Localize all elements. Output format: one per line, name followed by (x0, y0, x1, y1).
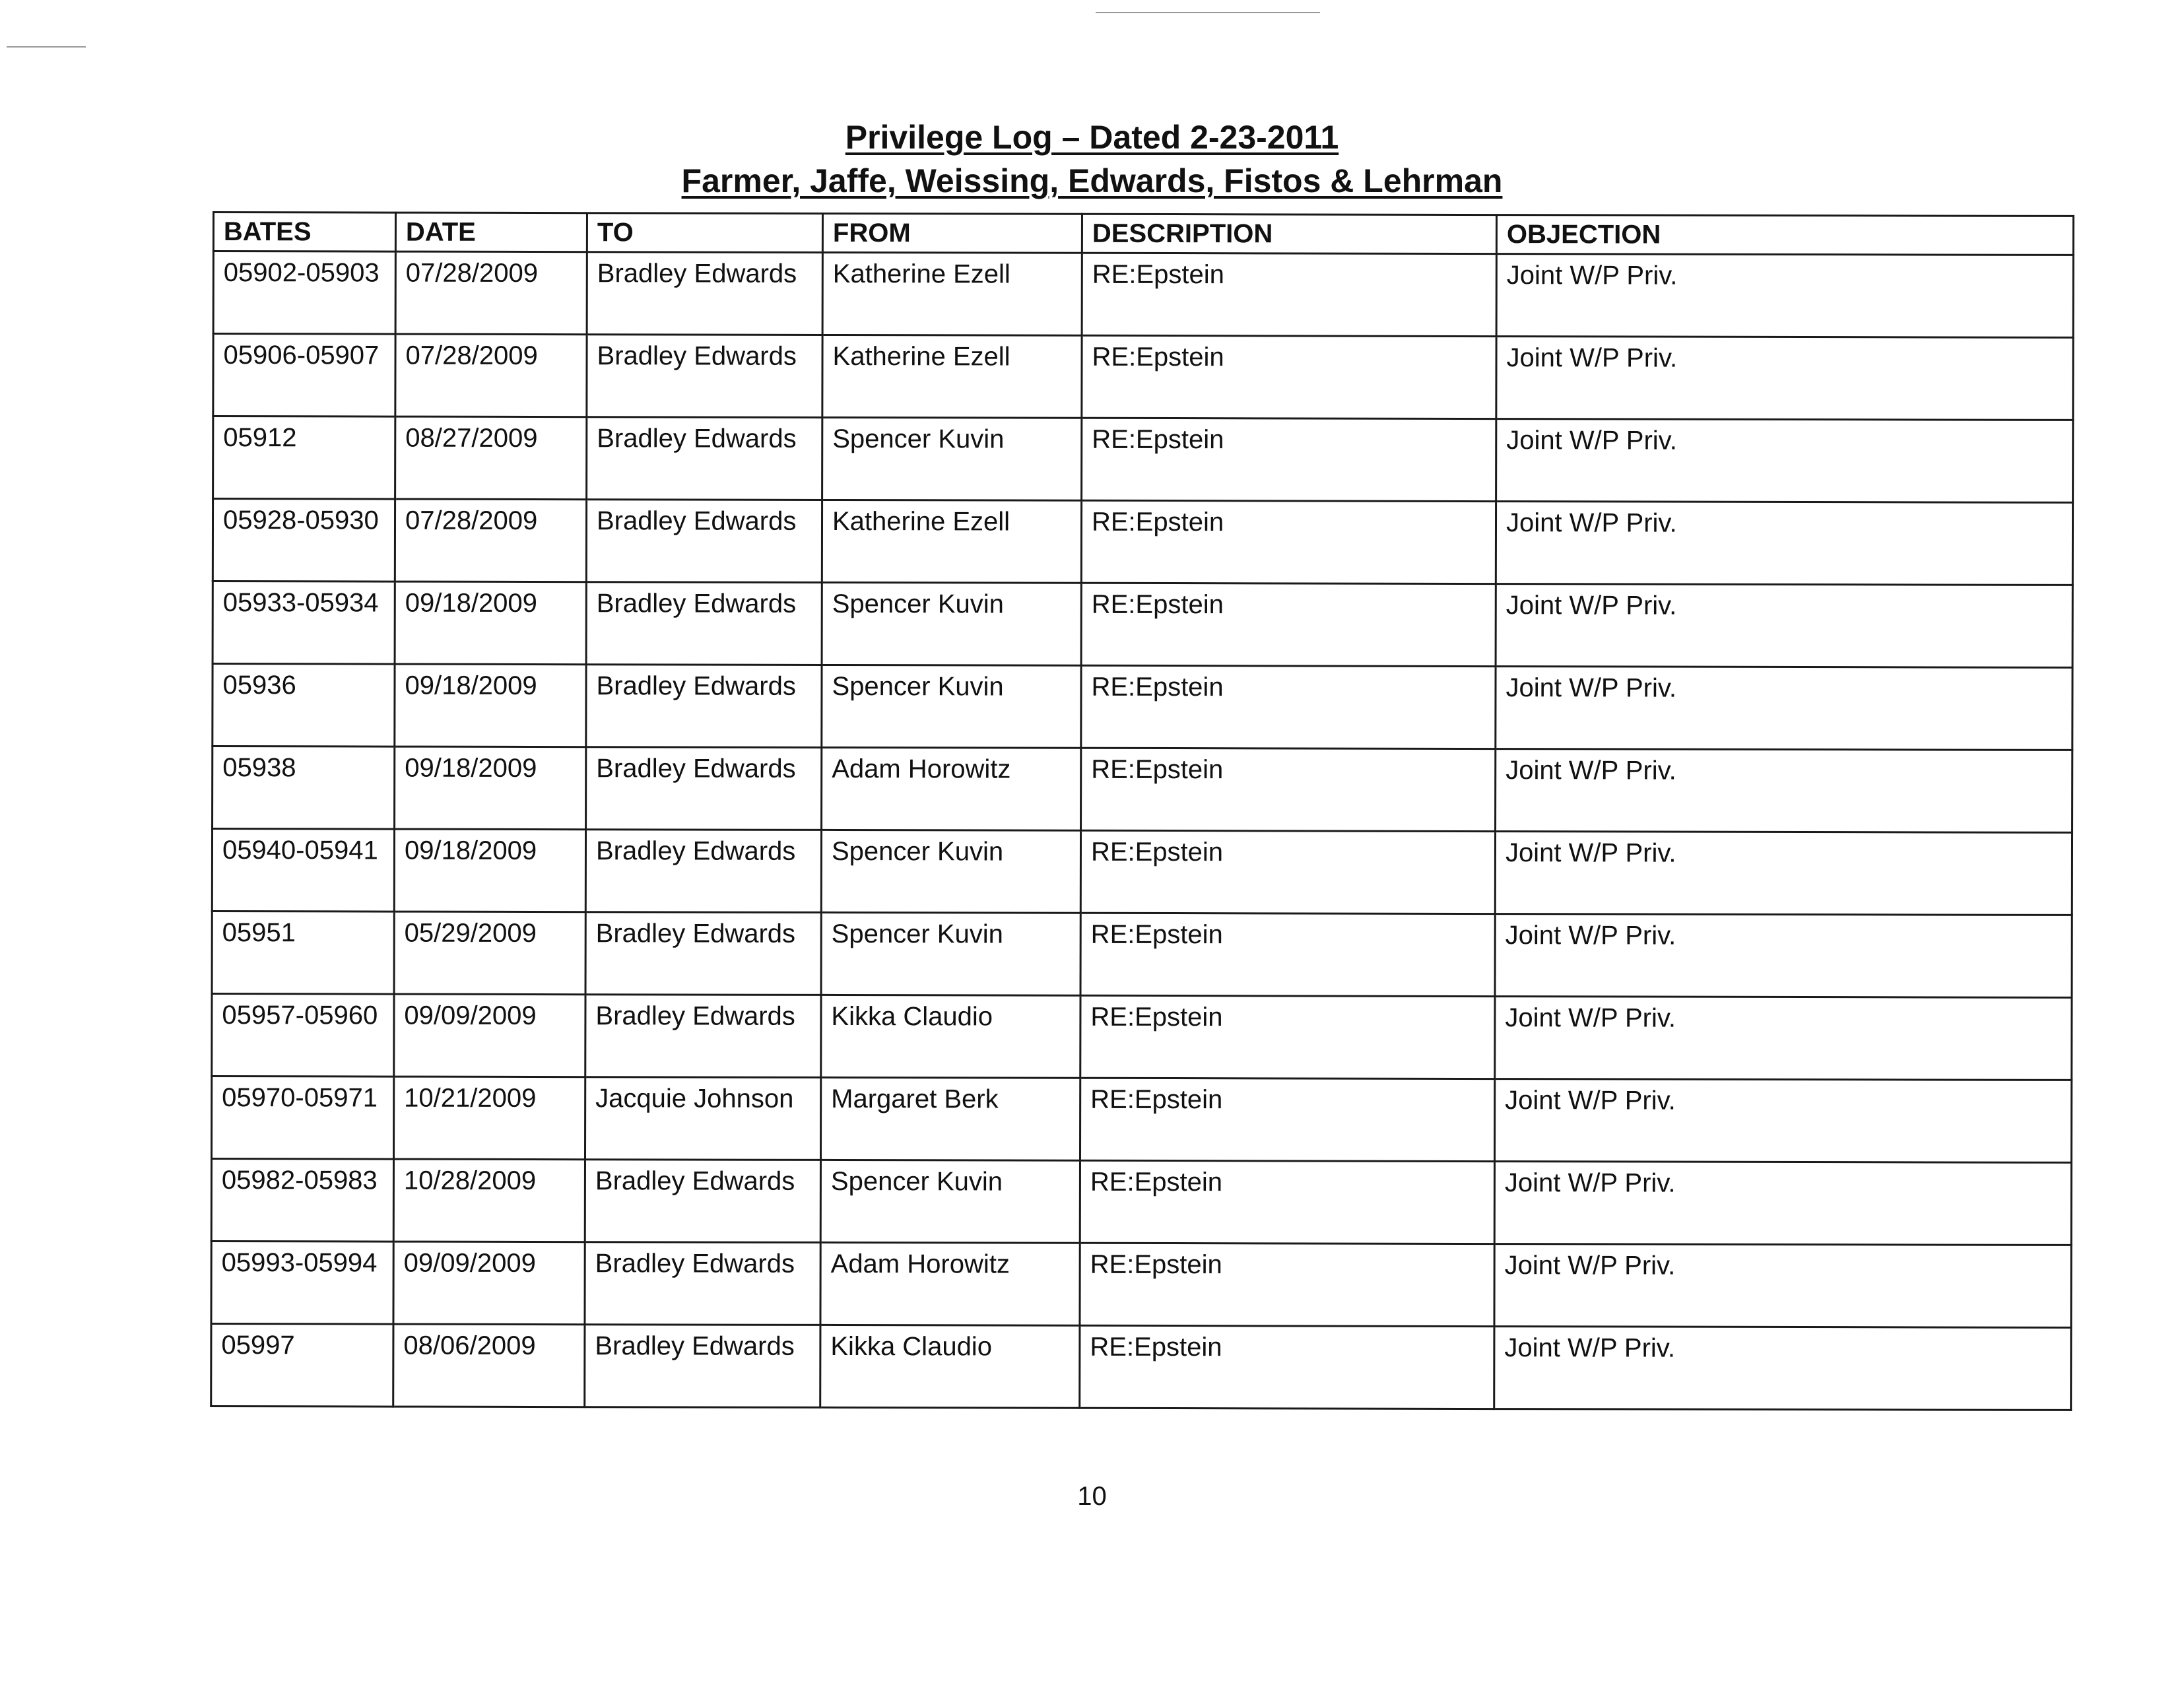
column-header-bates: BATES (213, 213, 395, 252)
scan-artifact (1096, 12, 1320, 13)
cell-from: Margaret Berk (820, 1077, 1080, 1160)
cell-description: RE:Epstein (1081, 748, 1496, 831)
cell-to: Bradley Edwards (585, 1325, 820, 1408)
cell-to: Bradley Edwards (585, 1160, 820, 1243)
cell-bates: 05902-05903 (213, 251, 395, 335)
cell-objection: Joint W/P Priv. (1496, 419, 2073, 503)
cell-bates: 05933-05934 (213, 581, 395, 665)
cell-objection: Joint W/P Priv. (1494, 1162, 2071, 1245)
table-row (212, 912, 2072, 998)
cell-description: RE:Epstein (1080, 1243, 1494, 1326)
cell-to: Jacquie Johnson (585, 1077, 820, 1160)
table-row (211, 1077, 2071, 1163)
cell-objection: Joint W/P Priv. (1494, 1327, 2071, 1410)
cell-from: Katherine Ezell (822, 252, 1082, 335)
cell-objection: Joint W/P Priv. (1496, 667, 2072, 750)
column-header-description: DESCRIPTION (1082, 214, 1496, 253)
cell-objection: Joint W/P Priv. (1496, 749, 2072, 833)
cell-to: Bradley Edwards (587, 335, 822, 418)
table-row (213, 664, 2072, 750)
cell-from: Spencer Kuvin (821, 912, 1080, 995)
cell-bates: 05928-05930 (213, 499, 395, 582)
cell-date: 07/28/2009 (395, 499, 586, 582)
cell-from: Spencer Kuvin (822, 582, 1081, 665)
cell-date: 05/29/2009 (394, 912, 585, 995)
cell-description: RE:Epstein (1082, 418, 1496, 501)
cell-bates: 05951 (212, 912, 394, 995)
table-header-row (213, 213, 2073, 255)
cell-to: Bradley Edwards (585, 912, 821, 995)
cell-date: 09/18/2009 (394, 829, 585, 912)
cell-to: Bradley Edwards (586, 665, 822, 748)
cell-from: Spencer Kuvin (821, 830, 1080, 913)
cell-objection: Joint W/P Priv. (1496, 337, 2073, 420)
cell-date: 09/18/2009 (395, 746, 586, 830)
cell-from: Adam Horowitz (822, 747, 1081, 830)
cell-date: 09/09/2009 (393, 1242, 585, 1325)
privilege-log-table (210, 211, 2074, 1411)
cell-from: Adam Horowitz (820, 1242, 1080, 1325)
cell-bates: 05982-05983 (211, 1159, 393, 1242)
cell-from: Spencer Kuvin (822, 417, 1082, 500)
cell-date: 09/18/2009 (395, 664, 586, 747)
column-header-objection: OBJECTION (1496, 215, 2073, 255)
cell-description: RE:Epstein (1080, 1078, 1494, 1161)
table-row (213, 581, 2072, 668)
cell-date: 10/28/2009 (393, 1159, 585, 1242)
cell-from: Katherine Ezell (822, 500, 1081, 583)
cell-description: RE:Epstein (1080, 1160, 1494, 1243)
cell-to: Bradley Edwards (585, 830, 821, 913)
cell-bates: 05906-05907 (213, 334, 395, 417)
cell-to: Bradley Edwards (587, 252, 822, 335)
cell-date: 09/18/2009 (395, 581, 586, 665)
table-row (212, 994, 2072, 1080)
table-row (213, 251, 2073, 338)
cell-from: Spencer Kuvin (820, 1160, 1080, 1243)
table-row (213, 499, 2072, 585)
cell-objection: Joint W/P Priv. (1494, 1079, 2071, 1163)
cell-description: RE:Epstein (1081, 665, 1496, 748)
cell-to: Bradley Edwards (585, 1242, 820, 1325)
cell-description: RE:Epstein (1082, 253, 1496, 336)
cell-bates: 05912 (213, 416, 395, 500)
cell-from: Spencer Kuvin (822, 665, 1081, 748)
cell-from: Katherine Ezell (822, 335, 1082, 418)
cell-date: 09/09/2009 (394, 994, 585, 1077)
cell-bates: 05993-05994 (211, 1241, 393, 1324)
page-number: 10 (1077, 1482, 1107, 1511)
cell-date: 07/28/2009 (395, 334, 587, 417)
cell-objection: Joint W/P Priv. (1496, 254, 2073, 338)
cell-objection: Joint W/P Priv. (1496, 584, 2072, 668)
title-block (0, 116, 2184, 203)
column-header-to: TO (587, 213, 822, 253)
document-subtitle: Farmer, Jaffe, Weissing, Edwards, Fistos & Lehrman (681, 162, 1503, 199)
column-header-date: DATE (395, 213, 587, 252)
cell-date: 10/21/2009 (393, 1077, 585, 1160)
cell-objection: Joint W/P Priv. (1496, 502, 2072, 585)
cell-bates: 05936 (213, 664, 395, 747)
cell-description: RE:Epstein (1080, 913, 1495, 996)
cell-date: 07/28/2009 (395, 251, 587, 335)
cell-bates: 05938 (213, 746, 395, 830)
column-header-from: FROM (822, 213, 1082, 253)
cell-bates: 05997 (211, 1323, 393, 1407)
cell-objection: Joint W/P Priv. (1495, 832, 2072, 915)
cell-to: Bradley Edwards (585, 995, 821, 1078)
cell-bates: 05940-05941 (212, 829, 394, 912)
scan-artifact (7, 46, 86, 48)
cell-from: Kikka Claudio (820, 1325, 1080, 1408)
cell-bates: 05970-05971 (211, 1077, 393, 1160)
cell-date: 08/06/2009 (393, 1324, 585, 1407)
cell-objection: Joint W/P Priv. (1495, 914, 2072, 998)
table-row (211, 1159, 2071, 1245)
cell-description: RE:Epstein (1081, 500, 1496, 583)
cell-to: Bradley Edwards (587, 417, 822, 500)
cell-description: RE:Epstein (1080, 830, 1495, 913)
cell-objection: Joint W/P Priv. (1495, 997, 2072, 1080)
table-row (213, 416, 2073, 503)
table-row (213, 334, 2073, 420)
cell-to: Bradley Edwards (586, 582, 822, 665)
cell-objection: Joint W/P Priv. (1494, 1244, 2071, 1328)
cell-description: RE:Epstein (1080, 1325, 1494, 1409)
cell-bates: 05957-05960 (212, 994, 394, 1077)
cell-description: RE:Epstein (1082, 335, 1496, 418)
cell-date: 08/27/2009 (395, 416, 587, 500)
table-row (211, 1241, 2071, 1327)
document-title: Privilege Log – Dated 2-23-2011 (845, 119, 1339, 156)
cell-from: Kikka Claudio (821, 995, 1080, 1078)
table-row (212, 829, 2072, 915)
cell-description: RE:Epstein (1080, 995, 1495, 1078)
cell-to: Bradley Edwards (586, 747, 822, 830)
cell-description: RE:Epstein (1081, 583, 1496, 666)
table-row (213, 746, 2072, 833)
table-row (211, 1323, 2071, 1410)
cell-to: Bradley Edwards (586, 500, 822, 583)
